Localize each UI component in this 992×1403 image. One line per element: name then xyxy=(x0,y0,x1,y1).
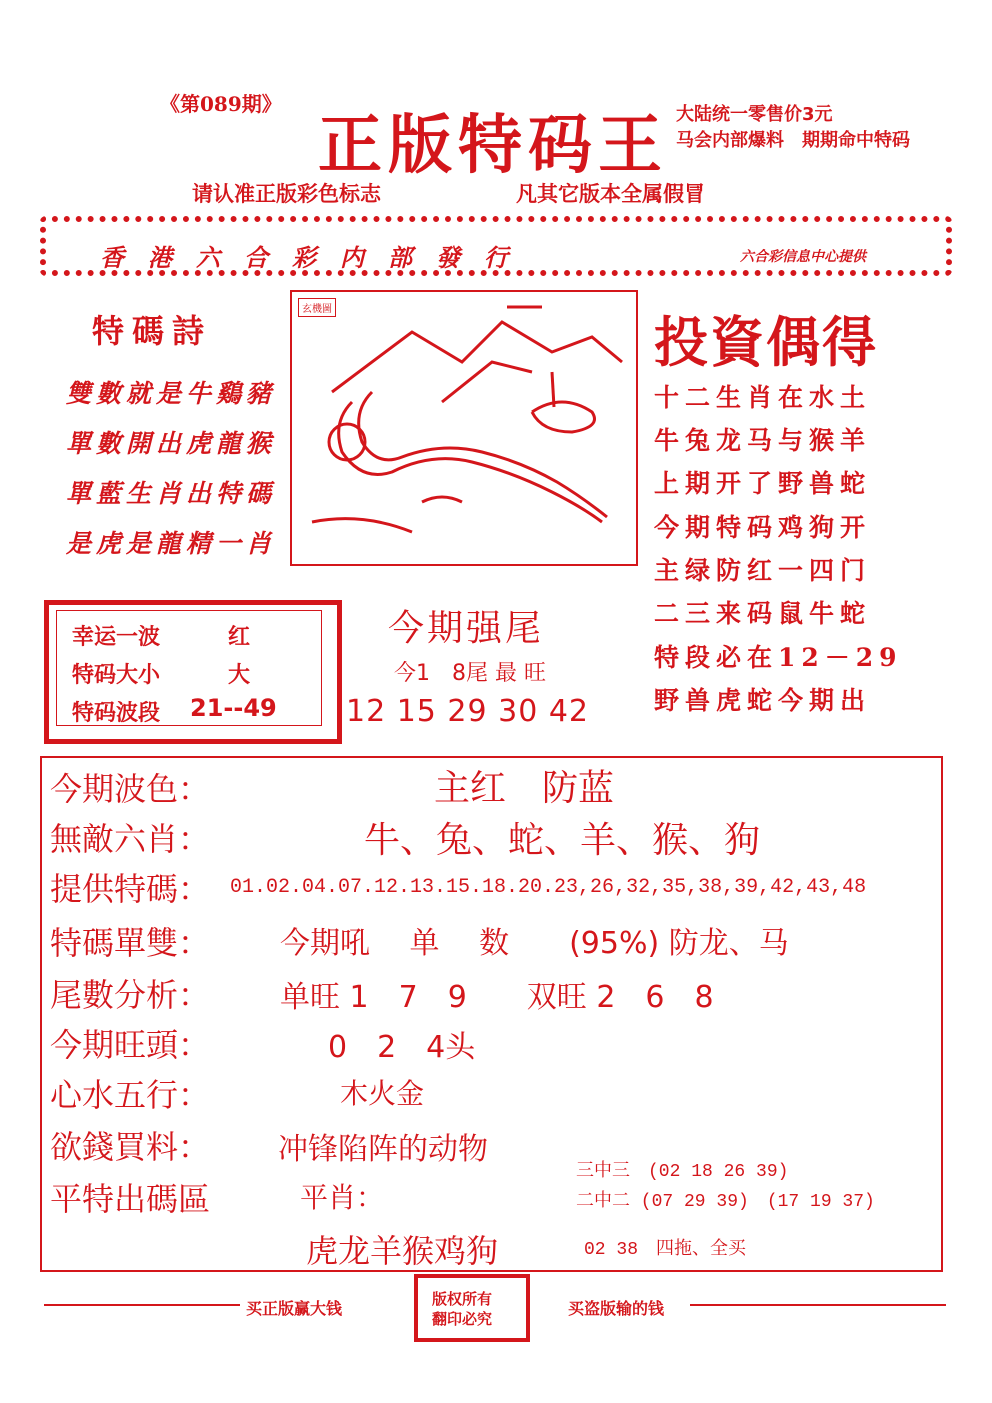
price-note: 大陆统一零售价3元 xyxy=(676,104,833,125)
issue-number: 《第089期》 xyxy=(160,92,282,116)
notice-left: 请认准正版彩色标志 xyxy=(192,182,381,206)
panel-top-border xyxy=(40,756,943,758)
invest-line: 二三来码鼠牛蛇 xyxy=(654,599,872,628)
lucky-size-value: 大 xyxy=(228,663,251,688)
copyright-stamp xyxy=(414,1274,530,1342)
footer-line-left xyxy=(44,1304,240,1306)
banner-publisher: 香 港 六 合 彩 内 部 發 行 xyxy=(100,243,508,272)
stamp-line1: 版权所有 xyxy=(432,1290,493,1308)
strong-tail-numbers: 12 15 29 30 42 xyxy=(346,694,590,729)
notice-right: 凡其它版本全属假冒 xyxy=(516,182,705,206)
snake-illustration xyxy=(292,292,632,560)
poem-line: 單數開出虎龍猴 xyxy=(66,429,277,458)
panel-left-border xyxy=(40,756,42,1272)
footer-line-right xyxy=(690,1304,946,1306)
odd-even-value: 今期吼 单 数 (95%) 防龙、马 xyxy=(280,926,789,961)
stamp-line2: 翻印必究 xyxy=(432,1310,493,1328)
head-value: 0 2 4头 xyxy=(328,1030,476,1065)
page-title: 正版特码王 xyxy=(318,108,668,183)
slogan: 马会内部爆料 期期命中特码 xyxy=(676,130,910,151)
color-value: 主红 防蓝 xyxy=(434,768,615,809)
money-value: 冲锋陷阵的动物 xyxy=(278,1132,488,1167)
poem-title: 特碼詩 xyxy=(92,312,213,350)
poem-line: 雙數就是牛鷄豬 xyxy=(66,379,277,408)
tail-analysis-value: 单旺 1 7 9 双旺 2 6 8 xyxy=(280,980,714,1015)
invest-line: 十二生肖在水土 xyxy=(654,383,872,412)
invest-line: 特段必在12－29 xyxy=(654,643,903,672)
invest-line: 上期开了野兽蛇 xyxy=(654,469,872,498)
footer-right-text: 买盗版输的钱 xyxy=(568,1299,665,1318)
zodiac-value: 牛、兔、蛇、羊、猴、狗 xyxy=(364,820,761,861)
invest-line: 牛兔龙马与猴羊 xyxy=(654,426,872,455)
lucky-range-label: 特码波段 xyxy=(72,701,161,726)
footer-left-text: 买正版赢大钱 xyxy=(246,1299,343,1318)
color-label: 今期波色： xyxy=(50,770,211,808)
money-label: 欲錢買料： xyxy=(50,1128,211,1166)
codes-label: 提供特碼： xyxy=(50,870,211,908)
panel-right-border xyxy=(941,756,943,1272)
combo-drag: 02 38 四拖、全买 xyxy=(584,1240,747,1260)
zone-label: 平特出碼區 xyxy=(50,1180,211,1218)
lucky-wave-value: 红 xyxy=(228,625,251,650)
puzzle-picture xyxy=(290,290,638,566)
element-label: 心水五行： xyxy=(50,1076,211,1114)
poem-line: 是虎是龍精一肖 xyxy=(66,529,277,558)
poem-line: 單藍生肖出特碼 xyxy=(66,479,277,508)
invest-line: 野兽虎蛇今期出 xyxy=(654,686,872,715)
flat-value: 虎龙羊猴鸡狗 xyxy=(306,1232,499,1270)
zodiac-label: 無敵六肖： xyxy=(50,820,211,858)
strong-tail-title: 今期强尾 xyxy=(388,608,545,649)
invest-line: 今期特码鸡狗开 xyxy=(654,513,872,542)
flat-label: 平肖： xyxy=(300,1181,385,1214)
head-label: 今期旺頭： xyxy=(50,1026,211,1064)
invest-title: 投資偶得 xyxy=(654,310,878,374)
odd-even-label: 特碼單雙： xyxy=(50,924,211,962)
picture-stamp: 玄機圖 xyxy=(298,298,336,317)
tail-analysis-label: 尾數分析： xyxy=(50,976,211,1014)
banner-provider: 六合彩信息中心提供 xyxy=(740,249,866,265)
lucky-wave-label: 幸运一波 xyxy=(72,625,161,650)
combo-three: 三中三 (02 18 26 39) xyxy=(576,1162,789,1182)
invest-line: 主绿防红一四门 xyxy=(654,556,872,585)
lucky-range-value: 21--49 xyxy=(190,694,277,722)
strong-tail-sub: 今1 8尾 最 旺 xyxy=(394,661,546,686)
codes-value: 01.02.04.07.12.13.15.18.20.23,26,32,35,38,39,42,43,48 xyxy=(230,876,867,899)
lucky-size-label: 特码大小 xyxy=(72,663,161,688)
combo-two: 二中二 (07 29 39) (17 19 37) xyxy=(576,1192,875,1212)
element-value: 木火金 xyxy=(340,1077,425,1110)
